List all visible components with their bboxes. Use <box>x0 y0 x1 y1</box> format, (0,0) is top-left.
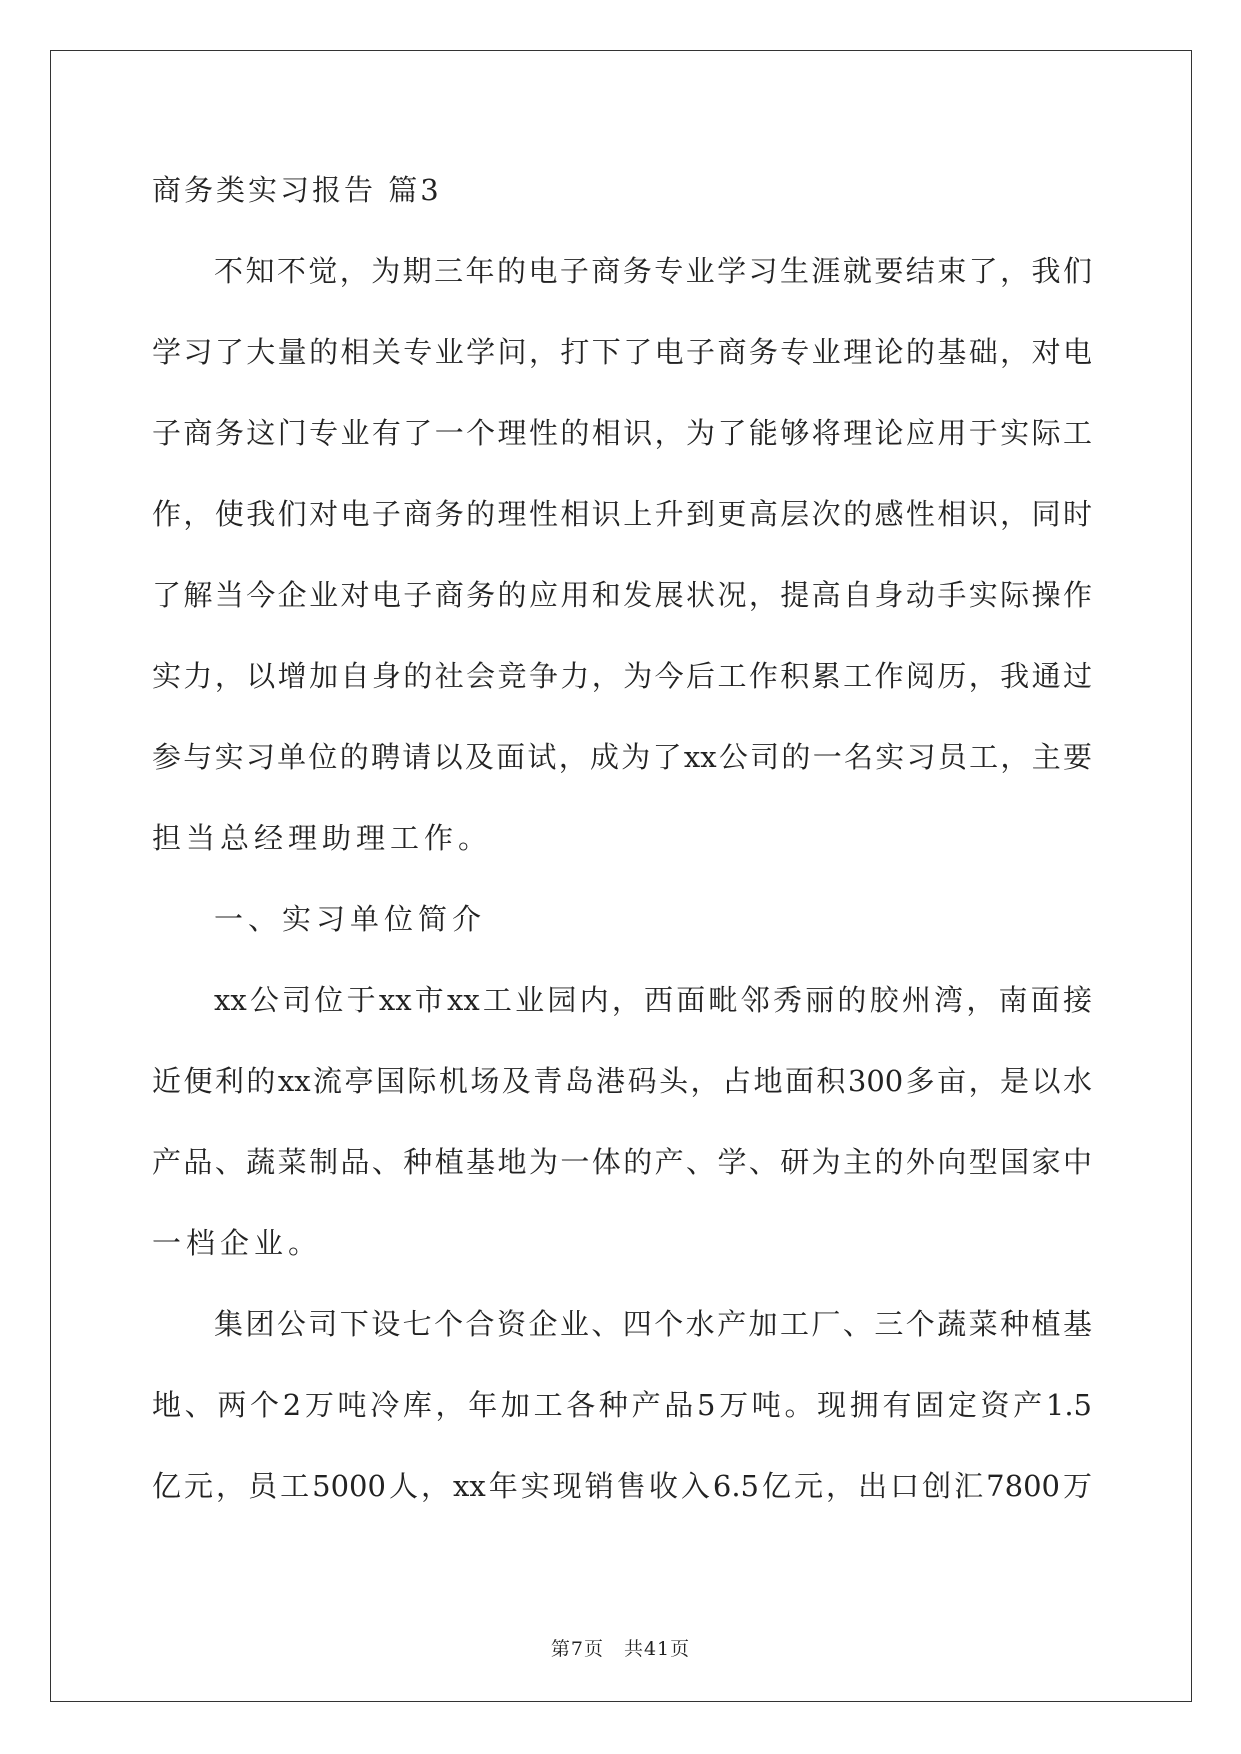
document-title: 商务类实习报告 篇3 <box>152 173 442 207</box>
paragraph-line: 参与实习单位的聘请以及面试，成为了xx公司的一名实习员工，主要 <box>152 740 1092 774</box>
paragraph-line: 近便利的xx流亭国际机场及青岛港码头，占地面积300多亩，是以水 <box>152 1064 1092 1098</box>
paragraph-line: 作，使我们对电子商务的理性相识上升到更高层次的感性相识，同时 <box>152 497 1092 531</box>
paragraph-line: 了解当今企业对电子商务的应用和发展状况，提高自身动手实际操作 <box>152 578 1092 612</box>
paragraph-line: 集团公司下设七个合资企业、四个水产加工厂、三个蔬菜种植基 <box>214 1307 1092 1341</box>
page-number: 第7页 共41页 <box>550 1638 691 1660</box>
paragraph-line: 子商务这门专业有了一个理性的相识，为了能够将理论应用于实际工 <box>152 416 1092 450</box>
paragraph-line: 担当总经理助理工作。 <box>152 821 493 855</box>
paragraph-line: 实力，以增加自身的社会竞争力，为今后工作积累工作阅历，我通过 <box>152 659 1092 693</box>
paragraph-line: 地、两个2万吨冷库，年加工各种产品5万吨。现拥有固定资产1.5 <box>152 1388 1092 1422</box>
paragraph-line: 不知不觉，为期三年的电子商务专业学习生涯就要结束了，我们 <box>214 254 1092 288</box>
section-heading: 一、实习单位简介 <box>214 902 487 936</box>
paragraph-line: xx公司位于xx市xx工业园内，西面毗邻秀丽的胶州湾，南面接 <box>214 983 1092 1017</box>
paragraph-line: 亿元，员工5000人，xx年实现销售收入6.5亿元，出口创汇7800万 <box>152 1469 1092 1503</box>
paragraph-line: 学习了大量的相关专业学问，打下了电子商务专业理论的基础，对电 <box>152 335 1092 369</box>
paragraph-line: 一档企业。 <box>152 1226 323 1260</box>
paragraph-line: 产品、蔬菜制品、种植基地为一体的产、学、研为主的外向型国家中 <box>152 1145 1092 1179</box>
document-body <box>152 150 1092 1527</box>
